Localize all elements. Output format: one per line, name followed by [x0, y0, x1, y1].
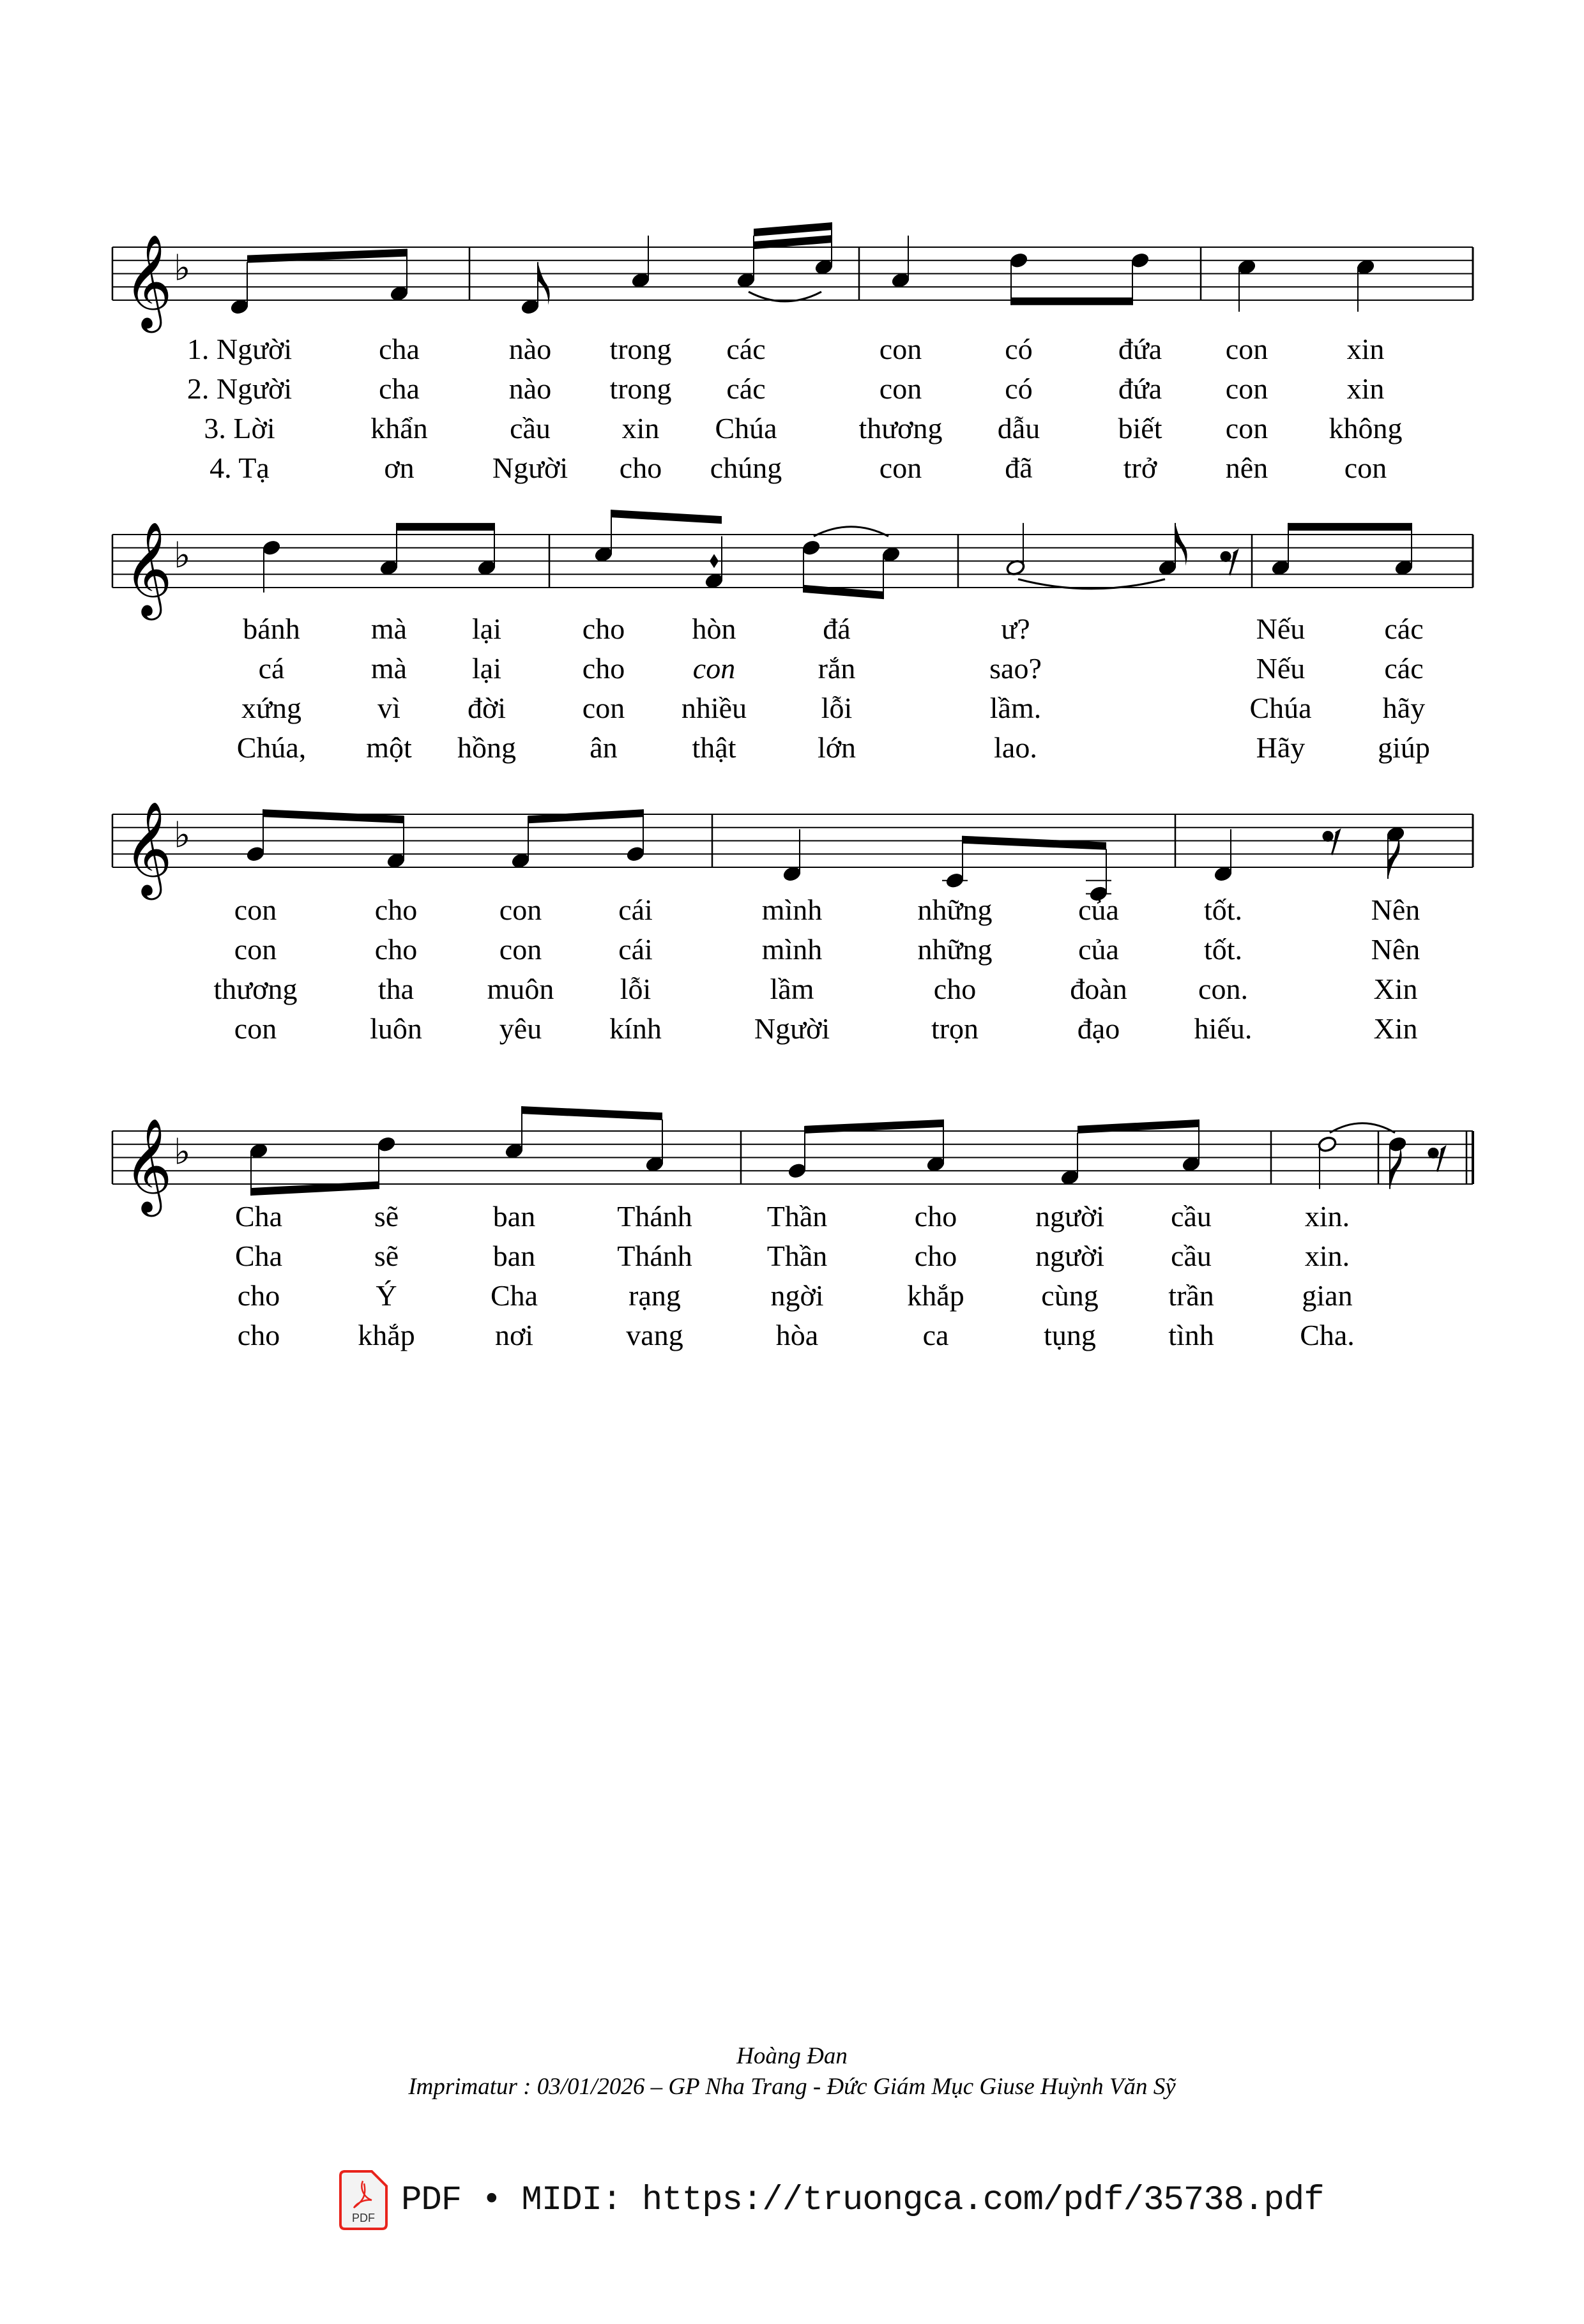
lyric-word: cha — [379, 372, 420, 405]
lyric-word: tình — [1168, 1319, 1214, 1351]
lyric-word: của — [1078, 933, 1119, 966]
note-flag-icon — [1388, 836, 1400, 879]
lyric-word: con — [879, 333, 922, 365]
lyric-word: đứa — [1118, 372, 1162, 405]
lyric-word: rạng — [628, 1279, 681, 1312]
lyric-word: trọn — [931, 1012, 979, 1045]
lyric-word: các — [1384, 652, 1424, 685]
lyric-word: lớn — [817, 731, 857, 764]
lyric-word: cho — [237, 1279, 280, 1312]
lyric-word: cá — [258, 652, 285, 685]
lyric-word: con — [499, 893, 542, 926]
lyric-word: Xin — [1373, 973, 1418, 1005]
treble-clef-icon: 𝄞 — [124, 801, 172, 896]
lyric-word: hồng — [457, 731, 516, 764]
lyric-word: cho — [582, 652, 625, 685]
lyric-word: khắp — [907, 1279, 964, 1312]
lyric-word: Người — [754, 1012, 830, 1045]
lyric-word: con — [1225, 412, 1268, 444]
lyric-word: vì — [377, 692, 400, 724]
lyric-word: con — [1225, 333, 1268, 365]
lyric-word: Ý — [376, 1279, 397, 1312]
lyric-word: hãy — [1382, 692, 1426, 724]
lyric-word: lao. — [994, 731, 1037, 764]
lyric-word: lỗi — [821, 692, 853, 724]
note-flag-icon — [1175, 523, 1187, 566]
lyric-word: trần — [1168, 1279, 1214, 1312]
note-head — [1317, 1135, 1337, 1153]
lyric-word: khẩn — [370, 412, 428, 444]
lyric-word: cho — [582, 612, 625, 645]
lyric-word: lại — [472, 652, 501, 685]
lyric-word: đoàn — [1070, 973, 1127, 1005]
lyric-word: dẫu — [997, 412, 1040, 444]
lyric-word: thương — [213, 973, 298, 1005]
lyric-word: vang — [626, 1319, 683, 1351]
lyric-word: thương — [858, 412, 943, 444]
lyric-word: tụng — [1044, 1319, 1096, 1351]
lyric-word: 2. Người — [187, 372, 293, 405]
lyric-word: Hãy — [1256, 731, 1306, 764]
lyric-word: muôn — [487, 973, 554, 1005]
lyric-word: yêu — [499, 1012, 542, 1045]
lyric-word: Cha — [234, 1200, 283, 1233]
note-beam — [528, 809, 643, 823]
lyric-word: con — [234, 893, 277, 926]
note-head — [625, 846, 645, 863]
lyric-word: Cha. — [1300, 1319, 1355, 1351]
lyric-word: các — [726, 372, 766, 405]
lyric-word: cho — [914, 1240, 957, 1272]
lyric-word: giúp — [1378, 731, 1430, 764]
lyric-word: có — [1005, 372, 1033, 405]
key-signature-flat-icon: ♭ — [174, 814, 191, 856]
note-head — [1009, 252, 1028, 269]
note-head — [1130, 252, 1150, 269]
lyric-word: ban — [492, 1240, 536, 1272]
lyric-word: 1. Người — [187, 333, 293, 365]
lyric-word: Chúa, — [236, 731, 307, 764]
note-head — [1387, 1135, 1407, 1153]
note-flag-icon — [1390, 1146, 1402, 1189]
lyric-word: con. — [1198, 973, 1248, 1005]
staff-system-3 — [112, 801, 1473, 1045]
lyric-word: ca — [922, 1319, 949, 1351]
lyric-word: Chúa — [715, 412, 777, 444]
lyric-word: Người — [492, 452, 568, 484]
lyric-word: các — [726, 333, 766, 365]
note-beam — [963, 836, 1106, 850]
key-signature-flat-icon: ♭ — [174, 247, 191, 289]
lyric-word: cho — [237, 1319, 280, 1351]
lyric-word: chúng — [710, 452, 782, 484]
eighth-rest-icon — [1323, 831, 1339, 855]
lyric-word: Xin — [1373, 1012, 1418, 1045]
lyric-word: con — [1225, 372, 1268, 405]
staff-system-4 — [112, 1106, 1473, 1351]
lyric-word: con — [692, 652, 736, 685]
lyric-word: kính — [609, 1012, 662, 1045]
lyric-word: nào — [508, 333, 552, 365]
lyric-word: cầu — [510, 412, 551, 444]
lyric-word: đá — [823, 612, 851, 645]
lyric-word: Cha — [234, 1240, 283, 1272]
note-head — [945, 872, 964, 889]
lyric-word: cái — [618, 933, 653, 966]
lyric-word: con — [582, 692, 625, 724]
imprimatur-line: Imprimatur : 03/01/2026 – GP Nha Trang - Đức Giám Mục Giuse Huỳnh Văn Sỹ — [408, 2074, 1176, 2100]
lyric-word: lầm. — [989, 692, 1042, 724]
note-head — [376, 1135, 396, 1153]
eighth-rest-icon — [1429, 1148, 1445, 1172]
key-signature-flat-icon: ♭ — [174, 535, 191, 577]
note-head — [245, 846, 265, 863]
lyric-word: con — [879, 452, 922, 484]
lyric-word: cho — [619, 452, 662, 484]
lyric-word: mà — [370, 612, 407, 645]
lyric-word: rắn — [818, 652, 856, 685]
treble-clef-icon: 𝄞 — [124, 234, 172, 329]
note-beam — [397, 523, 494, 531]
lyric-word: mà — [370, 652, 407, 685]
note-beam — [263, 809, 404, 823]
lyric-word: mình — [761, 893, 823, 926]
key-signature-flat-icon: ♭ — [174, 1131, 191, 1173]
pdf-midi-link[interactable] — [339, 2168, 1324, 2232]
lyric-word: Thánh — [617, 1240, 692, 1272]
lyric-word: nơi — [494, 1319, 534, 1351]
eighth-rest-icon — [1221, 551, 1237, 575]
lyric-word: hòa — [775, 1319, 819, 1351]
lyric-word: xin. — [1304, 1240, 1350, 1272]
lyric-word: lại — [472, 612, 501, 645]
lyric-word: trong — [609, 372, 672, 405]
lyric-word: gian — [1302, 1279, 1353, 1312]
composer-name: Hoàng Đan — [736, 2043, 848, 2069]
lyric-word: biết — [1118, 412, 1162, 444]
note-head — [261, 539, 281, 556]
pdf-file-icon — [339, 2169, 388, 2231]
lyric-word: xin — [1346, 333, 1385, 365]
lyric-word: người — [1035, 1200, 1105, 1233]
lyric-word: đời — [467, 692, 506, 724]
lyric-word: của — [1078, 893, 1119, 926]
lyric-word: 3. Lời — [204, 412, 275, 444]
lyric-word: xin — [621, 412, 660, 444]
lyric-word: cho — [914, 1200, 957, 1233]
lyric-word: Thần — [766, 1240, 828, 1272]
lyric-word: cái — [618, 893, 653, 926]
lyric-word: lầm — [770, 973, 814, 1005]
lyric-word: đạo — [1077, 1012, 1120, 1045]
lyric-word: cùng — [1041, 1279, 1099, 1312]
lyric-word: ân — [590, 731, 618, 764]
note-beam — [522, 1106, 662, 1120]
lyric-word: con — [234, 1012, 277, 1045]
lyric-word: ơn — [384, 452, 415, 484]
note-beam — [754, 222, 832, 236]
lyric-word: sao? — [989, 652, 1042, 685]
svg-text:PDF: PDF — [352, 2212, 375, 2224]
lyric-word: cầu — [1171, 1240, 1212, 1272]
lyric-word: đứa — [1118, 333, 1162, 365]
lyric-word: con — [879, 372, 922, 405]
lyric-word: sẽ — [374, 1200, 399, 1233]
lyric-word: Chúa — [1249, 692, 1312, 724]
staff-system-1 — [112, 222, 1473, 484]
lyric-word: sẽ — [374, 1240, 399, 1272]
lyric-word: Nên — [1371, 933, 1420, 966]
lyric-word: cha — [379, 333, 420, 365]
lyric-word: lỗi — [620, 973, 651, 1005]
lyric-word: Nên — [1371, 893, 1420, 926]
lyric-word: Nếu — [1256, 612, 1306, 645]
lyric-word: con — [1344, 452, 1387, 484]
lyric-word: xứng — [241, 692, 301, 724]
lyric-word: trong — [609, 333, 672, 365]
lyric-word: Cha — [490, 1279, 538, 1312]
lyric-word: xin — [1346, 372, 1385, 405]
note-beam — [611, 510, 722, 524]
lyric-word: những — [917, 933, 993, 966]
lyric-word: nên — [1225, 452, 1268, 484]
lyric-word: không — [1329, 412, 1403, 444]
treble-clef-icon: 𝄞 — [124, 1118, 172, 1213]
lyric-word: hiếu. — [1194, 1012, 1253, 1045]
lyric-word: các — [1384, 612, 1424, 645]
note-flag-icon — [538, 262, 550, 305]
lyric-word: trở — [1123, 452, 1157, 484]
diamond-note-head — [710, 554, 719, 568]
lyric-word: những — [917, 893, 993, 926]
lyric-word: cho — [374, 893, 418, 926]
lyric-word: hòn — [692, 612, 736, 645]
lyric-word: xin. — [1304, 1200, 1350, 1233]
lyric-word: có — [1005, 333, 1033, 365]
lyric-word: Thần — [766, 1200, 828, 1233]
note-head — [801, 539, 821, 556]
lyric-word: Nếu — [1256, 652, 1306, 685]
staff-system-2 — [112, 510, 1473, 764]
lyric-word: Thánh — [617, 1200, 692, 1233]
lyric-word: ư? — [1001, 612, 1030, 645]
lyric-word: ban — [492, 1200, 536, 1233]
lyric-word: cho — [933, 973, 977, 1005]
lyric-word: luôn — [370, 1012, 422, 1045]
lyric-word: nào — [508, 372, 552, 405]
lyric-word: tha — [377, 973, 415, 1005]
lyric-word: con — [234, 933, 277, 966]
lyric-word: ngời — [770, 1279, 824, 1312]
lyric-word: bánh — [243, 612, 300, 645]
lyric-word: người — [1035, 1240, 1105, 1272]
lyric-word: thật — [692, 731, 736, 764]
lyric-word: tốt. — [1203, 933, 1243, 966]
note-head — [787, 1162, 807, 1180]
lyric-word: một — [366, 731, 412, 764]
note-beam — [1011, 298, 1132, 305]
lyric-word: khắp — [358, 1319, 415, 1351]
note-beam — [1288, 523, 1412, 531]
lyric-word: cho — [374, 933, 418, 966]
lyric-word: tốt. — [1203, 893, 1243, 926]
pdf-midi-url[interactable]: PDF • MIDI: https://truongca.com/pdf/35738.pdf — [401, 2180, 1324, 2220]
lyric-word: đã — [1005, 452, 1033, 484]
lyric-word: cầu — [1171, 1200, 1212, 1233]
lyric-word: mình — [761, 933, 823, 966]
treble-clef-icon: 𝄞 — [124, 521, 172, 616]
lyric-word: con — [499, 933, 542, 966]
lyric-word: 4. Tạ — [209, 452, 270, 484]
lyric-word: nhiều — [681, 692, 747, 724]
